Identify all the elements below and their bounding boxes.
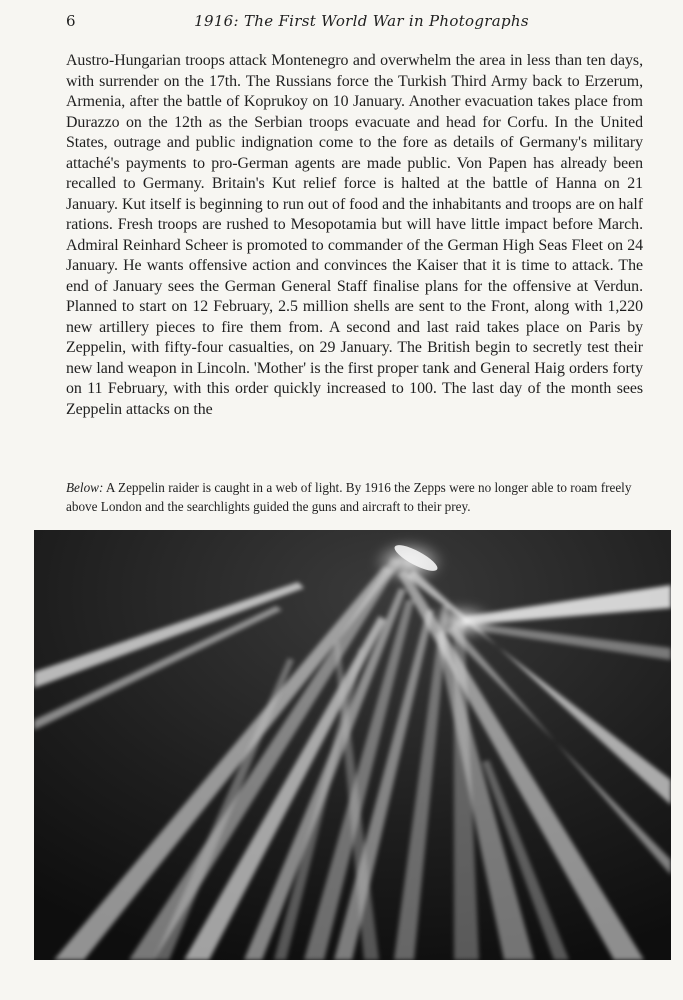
caption-label: Below: — [66, 480, 104, 495]
photo-caption — [66, 478, 643, 516]
light-cluster — [428, 604, 496, 640]
searchlight-photograph — [34, 530, 671, 960]
body-paragraph: Austro-Hungarian troops attack Montenegro and overwhelm the area in less than ten days, with surrender on the 17th. The Russians force the Turkish Third Army back to Erzerum, Armenia, after the battle of Koprukoy on 10 January. Another evacuation takes place from Durazzo on the 12th as the Serbian troops evacuate and head for Corfu. In the United States, outrage and public indignation come to the fore as details of Germany's military attaché's payments to pro-German agents are made public. Von Papen has already been recalled to Germany. Britain's Kut relief force is halted at the battle of Hanna on 21 January. Kut itself is beginning to run out of food and the inhabitants and troops are on half rations. Fresh troops are rushed to Mesopotamia but will have little impact before March. Admiral Reinhard Scheer is promoted to commander of the German High Seas Fleet on 24 January. He wants offensive action and convinces the Kaiser that it is time to attack. The end of January sees the German General Staff finalise plans for the offensive at Verdun. Planned to start on 12 February, 2.5 million shells are sent to the Front, along with 1,220 new artillery pieces to fire them from. A second and last raid takes place on Paris by Zeppelin, with fifty-four casualties, on 29 January. The British begin to secretly test their new land weapon in Lincoln. 'Mother' is the first proper tank and General Haig orders forty on 11 February, with this order quickly increased to 100. The last day of the month sees Zeppelin attacks on the — [66, 52, 643, 418]
running-title: 1916: The First World War in Photographs — [194, 12, 529, 30]
caption-text: A Zeppelin raider is caught in a web of light. By 1916 the Zepps were no longer able to roam freely above London and the searchlights guided the guns and aircraft to their prey. — [66, 480, 632, 514]
zeppelin-searchlights-image — [34, 530, 671, 960]
page-number: 6 — [66, 12, 77, 30]
